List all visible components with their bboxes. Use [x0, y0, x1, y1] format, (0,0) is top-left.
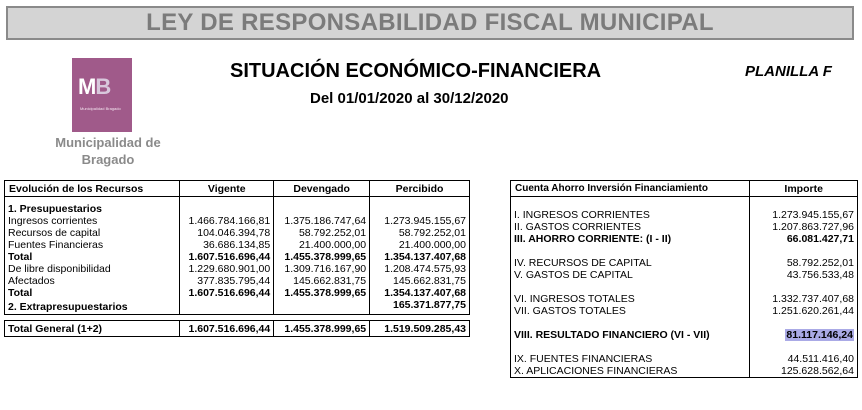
table-row: [5, 275, 470, 287]
municipality-name-line1: Municipalidad de: [55, 135, 161, 150]
resources-header-concept: Evolución de los Recursos: [5, 181, 180, 197]
table-row: [5, 287, 470, 299]
devengado-value: 1.375.186.747,64: [274, 215, 370, 227]
row-label: IV. RECURSOS DE CAPITAL: [511, 257, 750, 269]
resources-header-devengado: Devengado: [274, 181, 370, 197]
table-row: [511, 221, 858, 233]
row-label: Afectados: [5, 275, 180, 287]
importe-value: 1.273.945.155,67: [750, 209, 858, 221]
importe-value: 125.628.562,64: [750, 365, 858, 378]
percibido-value: 21.400.000,00: [370, 239, 470, 251]
table-row: [511, 209, 858, 221]
percibido-value: 58.792.252,01: [370, 227, 470, 239]
table-row: [511, 269, 858, 281]
importe-value: 44.511.416,40: [750, 353, 858, 365]
logo-letter-m: M: [78, 74, 96, 99]
importe-value: 66.081.427,71: [750, 233, 858, 245]
percibido-value: 1.273.945.155,67: [370, 215, 470, 227]
vigente-value: 377.835.795,44: [180, 275, 274, 287]
vigente-value: 36.686.134,85: [180, 239, 274, 251]
percibido-value: 1.519.509.285,43: [370, 321, 470, 337]
importe-value: 58.792.252,01: [750, 257, 858, 269]
row-label: VI. INGRESOS TOTALES: [511, 293, 750, 305]
resources-header-percibido: Percibido: [370, 181, 470, 197]
percibido-value: 1.354.137.407,68: [370, 287, 470, 299]
table-row: [5, 299, 470, 315]
devengado-value: 145.662.831,75: [274, 275, 370, 287]
account-header-concept: Cuenta Ahorro Inversión Financiamiento: [511, 181, 750, 197]
municipality-name-line2: Bragado: [81, 152, 135, 167]
report-banner: LEY DE RESPONSABILIDAD FISCAL MUNICIPAL: [6, 6, 854, 40]
municipality-logo: [72, 58, 132, 132]
devengado-value: 1.309.716.167,90: [274, 263, 370, 275]
table-row: [5, 227, 470, 239]
vigente-value: 1.229.680.901,00: [180, 263, 274, 275]
section-label: 1. Presupuestarios: [5, 197, 180, 216]
table-row: [511, 353, 858, 365]
row-label: Ingresos corrientes: [5, 215, 180, 227]
vigente-value: 1.466.784.166,81: [180, 215, 274, 227]
table-row: [5, 251, 470, 263]
devengado-value: 1.455.378.999,65: [274, 287, 370, 299]
importe-value: 1.251.620.261,44: [750, 305, 858, 317]
row-label: V. GASTOS DE CAPITAL: [511, 269, 750, 281]
row-label: IX. FUENTES FINANCIERAS: [511, 353, 750, 365]
page-title: SITUACIÓN ECONÓMICO-FINANCIERA: [230, 60, 602, 82]
row-label: I. INGRESOS CORRIENTES: [511, 209, 750, 221]
table-row: [511, 233, 858, 245]
planilla-label: PLANILLA F: [745, 63, 832, 80]
row-label: III. AHORRO CORRIENTE: (I - II): [511, 233, 750, 245]
devengado-value: 1.455.378.999,65: [274, 251, 370, 263]
account-header-row: [511, 181, 858, 197]
logo-tagline: Municipalidad Bragado: [80, 106, 121, 111]
devengado-value: 58.792.252,01: [274, 227, 370, 239]
vigente-value: 1.607.516.696,44: [180, 321, 274, 337]
devengado-value: 21.400.000,00: [274, 239, 370, 251]
table-row: [5, 197, 470, 216]
vigente-value: 104.046.394,78: [180, 227, 274, 239]
vigente-value: 1.607.516.696,44: [180, 287, 274, 299]
row-label: Fuentes Financieras: [5, 239, 180, 251]
percibido-value: 145.662.831,75: [370, 275, 470, 287]
section-label: 2. Extrapresupuestarios: [5, 299, 180, 315]
account-table: [510, 180, 858, 378]
table-row: [511, 257, 858, 269]
table-row: [5, 263, 470, 275]
importe-value: 1.207.863.727,96: [750, 221, 858, 233]
row-label: VII. GASTOS TOTALES: [511, 305, 750, 317]
importe-value: 43.756.533,48: [750, 269, 858, 281]
logo-monogram: [78, 74, 110, 100]
table-row: [5, 215, 470, 227]
highlighted-result-value: 81.117.146,24: [786, 329, 853, 341]
row-label: VIII. RESULTADO FINANCIERO (VI - VII): [511, 329, 750, 341]
row-label: II. GASTOS CORRIENTES: [511, 221, 750, 233]
resources-table: [4, 180, 470, 337]
municipality-name: [28, 134, 188, 168]
resources-header-vigente: Vigente: [180, 181, 274, 197]
row-label: Total General (1+2): [5, 321, 180, 337]
percibido-value: 1.208.474.575,93: [370, 263, 470, 275]
resultado-financiero-row: [511, 329, 858, 341]
table-row: [5, 239, 470, 251]
row-label: De libre disponibilidad: [5, 263, 180, 275]
total-general-row: [5, 321, 470, 337]
resources-header-row: [5, 181, 470, 197]
period-subtitle: Del 01/01/2020 al 30/12/2020: [310, 90, 509, 107]
percibido-value: 1.354.137.407,68: [370, 251, 470, 263]
logo-letter-b: B: [95, 74, 111, 99]
row-label: X. APLICACIONES FINANCIERAS: [511, 365, 750, 378]
account-header-importe: Importe: [750, 181, 858, 197]
table-row: [511, 293, 858, 305]
vigente-value: 1.607.516.696,44: [180, 251, 274, 263]
row-label: Total: [5, 287, 180, 299]
percibido-value: 165.371.877,75: [370, 299, 470, 315]
devengado-value: 1.455.378.999,65: [274, 321, 370, 337]
table-row: [511, 305, 858, 317]
row-label: Recursos de capital: [5, 227, 180, 239]
table-row: [511, 365, 858, 378]
row-label: Total: [5, 251, 180, 263]
importe-value: 1.332.737.407,68: [750, 293, 858, 305]
